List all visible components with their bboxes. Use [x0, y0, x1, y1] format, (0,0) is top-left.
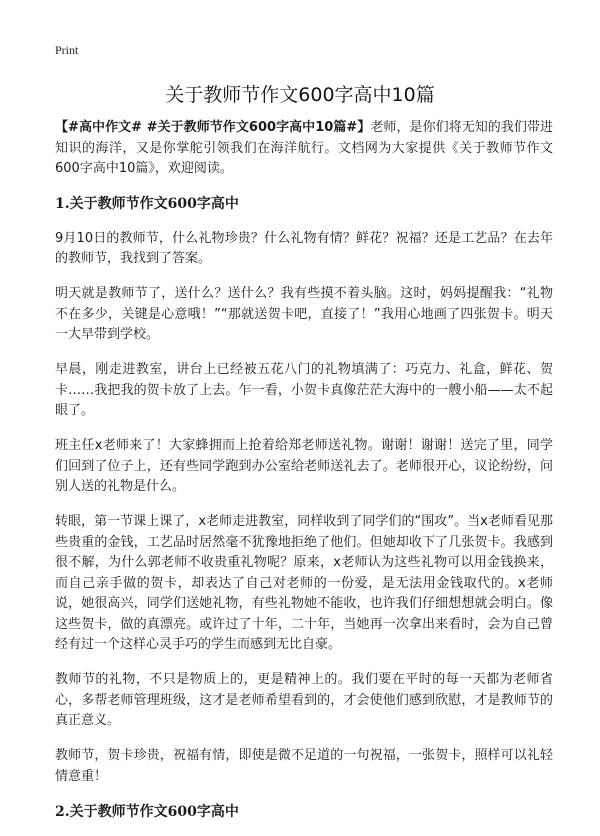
- paragraph: 教师节的礼物，不只是物质上的，更是精神上的。我们要在平时的每一天都为老师省心，多帮老师管理班级，这才是老师希望看到的，才会使他们感到欣慰，才是教师节的真正意义。: [55, 672, 553, 728]
- article-title: 关于教师节作文600字高中10篇: [165, 84, 435, 106]
- section-heading-1: 1.关于教师节作文600字高中: [55, 196, 239, 212]
- intro-paragraph: [55, 118, 553, 180]
- paragraph: 9月10日的教师节，什么礼物珍贵？什么礼物有情？鲜花？祝福？还是工艺品？在去年的教师节，我找到了答案。: [55, 230, 553, 266]
- print-link[interactable]: Print: [55, 43, 79, 57]
- paragraph: 教师节，贺卡珍贵，祝福有情，即使是微不足道的一句祝福，一张贺卡，照样可以礼轻情意重！: [55, 748, 553, 784]
- intro-text: 老师，是你们将无知的我们带进知识的海洋，又是你掌舵引领我们在海洋航行。文档网为大家提供《关于教师节作文600字高中10篇》，欢迎阅读。: [55, 120, 553, 176]
- paragraph: 早晨，刚走进教室，讲台上已经被五花八门的礼物填满了：巧克力、礼盒，鲜花、贺卡……我把我的贺卡放了上去。乍一看，小贺卡真像茫茫大海中的一艘小船——太不起眼了。: [55, 362, 553, 418]
- intro-tags: 【#高中作文# #关于教师节作文600字高中10篇#】: [55, 120, 371, 135]
- paragraph: 班主任x老师来了！大家蜂拥而上抢着给郑老师送礼物。谢谢！谢谢！送完了里，同学们回到了位子上，还有些同学跑到办公室给老师送礼去了。老师很开心，议论纷纷，问别人送的礼物是什么。: [55, 438, 553, 494]
- paragraph: 转眼，第一节课上课了，x老师走进教室，同样收到了同学们的“围攻”。当x老师看见那些贵重的金钱，工艺品时居然毫不犹豫地拒绝了他们。但她却收下了几张贺卡。我感到很不解，为什么郭老师不收贵重礼物呢？原来，x老师认为这些礼物可以用金钱换来，而自己亲手做的贺卡，却表达了自己对老师的一份爱，是无法用金钱取代的。x老师说，她很高兴，同学们送她礼物，有些礼物她不能收，也许我们仔细想想就会明白。像这些贺卡，做的真漂亮。或许过了十年，二十年，当她再一次拿出来看时，会为自己曾经有过一个这样心灵手巧的学生而感到无比自豪。: [55, 514, 553, 652]
- paragraph: 明天就是教师节了，送什么？送什么？我有些摸不着头脑。这时，妈妈提醒我：“礼物不在多少，关键是心意哦！”“那就送贺卡吧，直接了！”我用心地画了四张贺卡。明天一大早带到学校。: [55, 286, 553, 342]
- section-heading-2: 2.关于教师节作文600字高中: [55, 803, 239, 820]
- article-body: [55, 118, 553, 836]
